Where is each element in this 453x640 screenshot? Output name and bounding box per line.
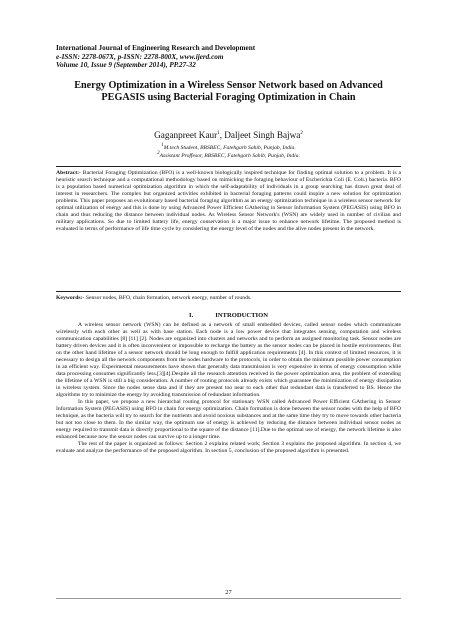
footer-rule bbox=[56, 598, 401, 599]
section-heading bbox=[56, 312, 401, 320]
abstract-top-rule bbox=[56, 166, 401, 167]
journal-name: International Journal of Engineering Research and Development bbox=[56, 44, 256, 52]
affiliation-1-text: M.tech Student, BBSBEC, Fatehgarh Sahib, Punjab, India. bbox=[163, 145, 296, 151]
paper-title: Energy Optimization in a Wireless Sensor Network based on Advanced PEGASIS using Bacterial Foraging Optimization in Chain bbox=[74, 80, 383, 104]
paragraph-2: In this paper, we propose a new hierarchal routing protocol for stationary WSN called Advanced Power Efficient GAthering in Sensor Information System (PEGASIS) using BFO in chain for energy optimization. Chain formation is done between the sensor nodes with the help of BFO technique, as the bacteria will try to search for the nutrients and avoid noxious substances and at the same time they try to move towards other bacteria but not too close to them. In the similar way, the optimum use of energy is achieved by reducing the distance between individual sensor nodes as energy required to transmit data is directly proportional to the square of the distance [11].Due to the optimal use of energy, the network lifetime is also enhanced because now the sensor nodes can survive up to a longer time. bbox=[56, 399, 401, 440]
paragraph-1: A wireless sensor network (WSN) can be defined as a network of small embedded devices, called sensor nodes which communicate wirelessly with each other as well as with base station. Each node is a low power device that integrates sensing, computation and wireless communication capabilities [8] [11] [2]. Nodes are organized into clusters and networks and to perform an assigned monitoring task. Sensor nodes are battery driven devices and it is often inconvenient or impossible to recharge the battery as the sensor nodes can be placed in hostile environments. But on the other hand lifetime of a sensor network should be long enough to fulfill application requirements [4]. In this context of limited resources, it is necessary to design all the network components from the nodes hardware to the protocols, in order to obtain the minimum possible power consumption in an efficient way. Experimental measurements have shown that generally data transmission is very expensive in terms of energy consumption while data processing consumes significantly less.[3][4].Despite all the research attention received in the power optimization area, the problem of extending the lifetime of a WSN is still a big consideration. A number of routing protocols already exists which guarantee the minimization of energy dissipation in wireless system. Since the nodes sense data and if they are present too near to each other that redundant data is transferred to BS. Hence the algorithms try to minimize the energy by avoiding transmission of redundant information. bbox=[56, 322, 401, 398]
paper-authors bbox=[56, 130, 401, 141]
affiliation-1-sup: 1 bbox=[161, 143, 164, 149]
affiliation-2 bbox=[56, 153, 401, 160]
keywords-text: Sensor nodes, BFO, chain formation, network energy, number of rounds. bbox=[84, 295, 252, 301]
journal-issn: e-ISSN: 2278-067X, p-ISSN: 2278-800X, www.ijerd.com bbox=[56, 52, 224, 61]
affiliation-1 bbox=[56, 145, 401, 152]
author-1-sup: 1 bbox=[217, 130, 220, 136]
journal-header bbox=[56, 44, 401, 70]
keywords bbox=[56, 295, 401, 302]
section-title: INTRODUCTION bbox=[215, 312, 268, 319]
affiliation-2-sup: 2 bbox=[157, 151, 160, 157]
section-number: I. bbox=[189, 312, 194, 319]
author-2: , Daljeet Singh Bajwa bbox=[219, 130, 301, 140]
abstract-text: Bacterial Foraging Optimization (BFO) is a well-known biologically inspired technique for finding optimal solution to a problem. It is a heuristic search technique and a computational methodology based on mimicking the foraging behaviour of Escherichia Coli (E. Coli.) bacteria. BFO is a population based numerical optimization algorithm in which the self-adaptability of individuals in a group searching has drawn great deal of interest in researchers. The complex but organized activities exhibited in bacterial foraging patterns could inspire a new solution for optimization problems. This paper proposes an evolutionary based bacterial foraging algorithm as an energy optimization technique in a wireless sensor network for optimal utilization of energy and this is done by using Advanced Power Efficient GAthering in Sensor Information System (PEGASIS) using BFO in chain and thus reducing the distance between individual nodes. As Wireless Sensor Network's (WSN) are widely used in number of civilian and military applications. So due to limited battery life, energy conservation is a major issue to enhance network lifetime. The proposed method is evaluated in terms of performance of life time cycle by considering the energy level of the nodes and the alive nodes present in the network. bbox=[56, 170, 401, 232]
author-1: Gaganpreet Kaur bbox=[154, 130, 218, 140]
abstract-label: Abstract:- bbox=[56, 170, 81, 176]
abstract-bottom-rule bbox=[56, 291, 401, 292]
journal-volume: Volume 10, Issue 9 (September 2014), PP.27-32 bbox=[56, 61, 196, 70]
keywords-label: Keywords:- bbox=[56, 295, 85, 301]
paragraph-3: The rest of the paper is organized as follows: Section 2 explains related work; Section 3 explains the proposed algorithm. In section 4, we evaluate and analyze the performance of the proposed algorithm. In section 5, conclusion of the proposed algorithm is presented. bbox=[56, 441, 401, 454]
abstract bbox=[56, 170, 401, 233]
affiliation-2-text: Assistant Proffesor, BBSBEC, Fatehgarh Sahib, Punjab, India. bbox=[159, 153, 300, 159]
section-body bbox=[56, 322, 401, 455]
author-2-sup: 2 bbox=[300, 130, 303, 136]
page-number: 27 bbox=[225, 589, 232, 596]
